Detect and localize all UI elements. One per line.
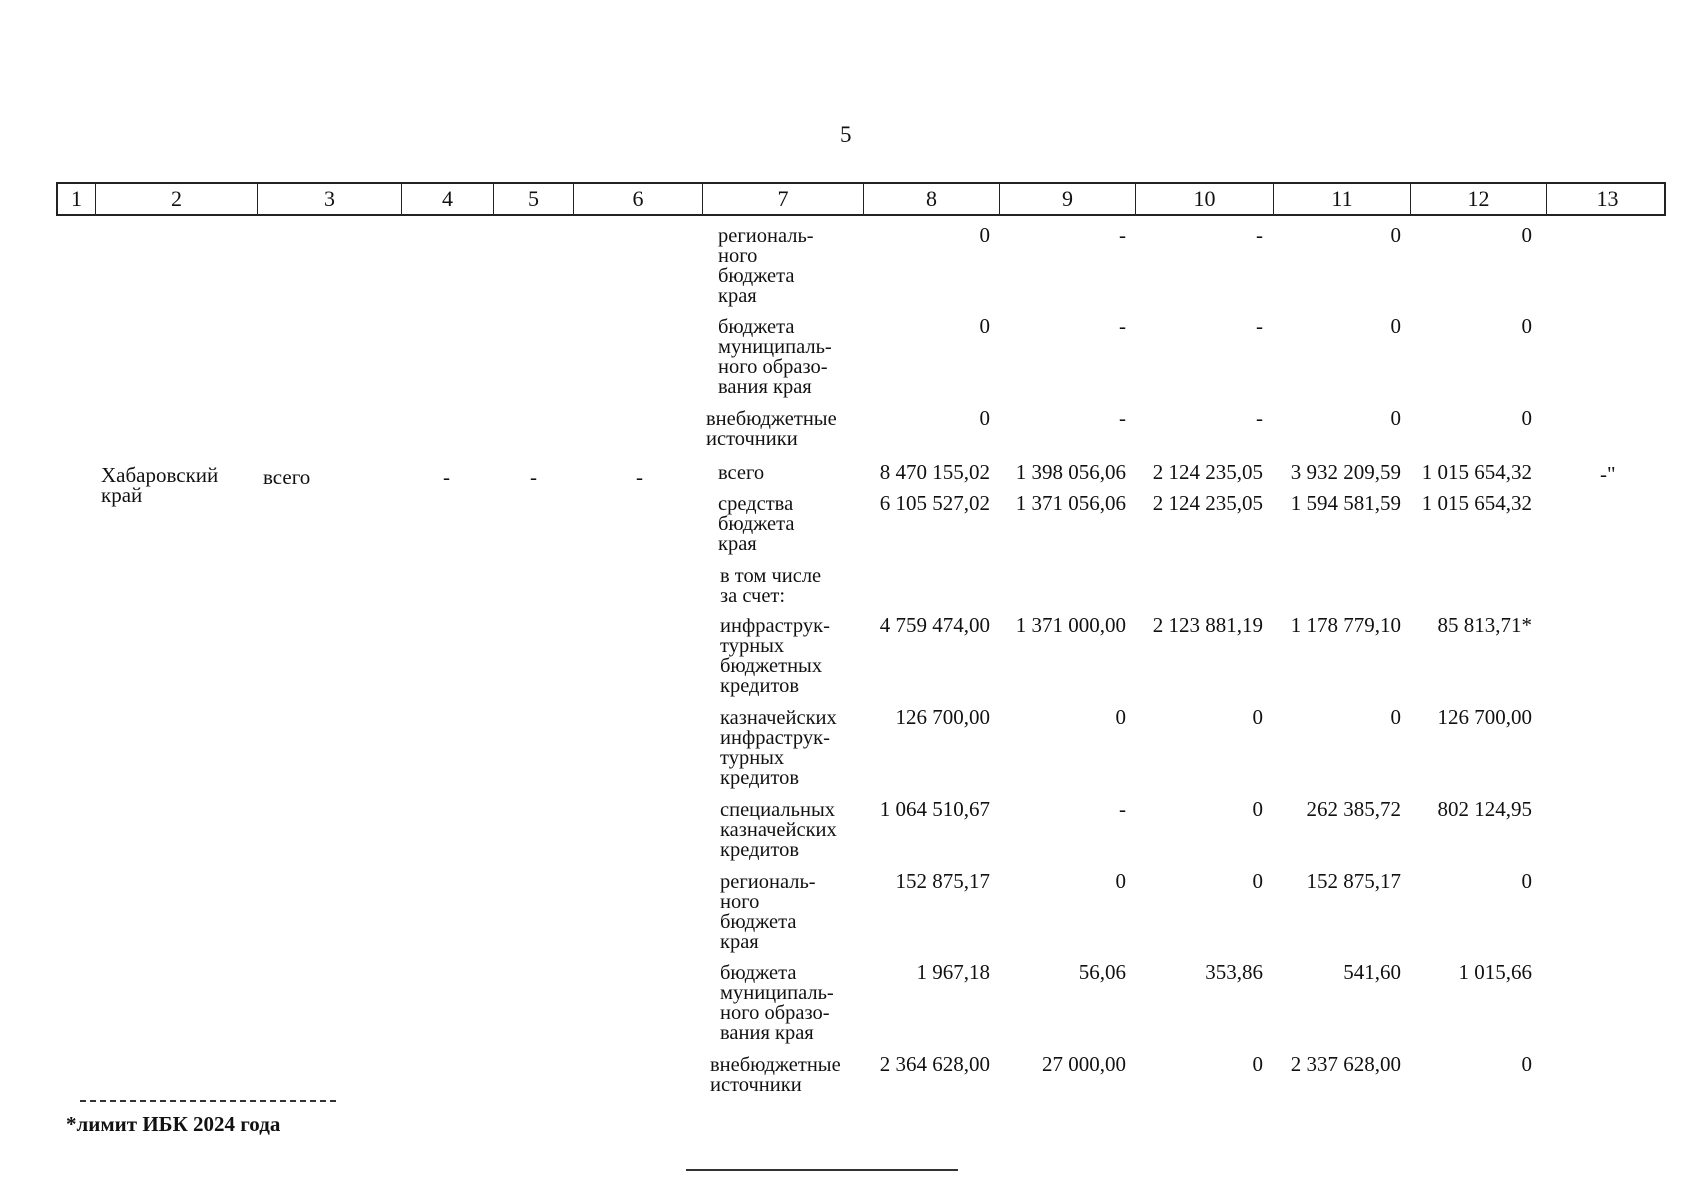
- value-cell-col-11: 152 875,17: [1306, 869, 1401, 893]
- value-cell-col-10: 2 124 235,05: [1152, 460, 1263, 484]
- value-cell-col-9: 0: [1115, 869, 1126, 893]
- region-col4: -: [443, 465, 450, 489]
- value-cell-col-10: 353,86: [1205, 960, 1263, 984]
- value-cell-col-12: 1 015,66: [1458, 960, 1532, 984]
- table-header-row: [56, 182, 1666, 216]
- value-cell-col-10: -: [1256, 406, 1263, 430]
- value-cell-col-12: 1 015 654,32: [1421, 460, 1532, 484]
- value-cell-col-8: 1 064 510,67: [879, 797, 990, 821]
- row-label: инфраструк- турных бюджетных кредитов: [720, 615, 830, 697]
- value-cell-col-11: 2 337 628,00: [1290, 1052, 1401, 1076]
- row-label: внебюджетные источники: [710, 1054, 841, 1096]
- value-cell-col-11: 541,60: [1343, 960, 1401, 984]
- header-cell-7: 7: [703, 184, 864, 214]
- value-cell-col-11: 262 385,72: [1306, 797, 1401, 821]
- value-cell-col-11: 0: [1390, 314, 1401, 338]
- value-cell-col-11: 1 178 779,10: [1290, 613, 1401, 637]
- row-label: бюджета муниципаль- ного образо- вания края: [720, 962, 834, 1044]
- row-label: внебюджетные источники: [706, 408, 837, 450]
- value-cell-col-9: 56,06: [1078, 960, 1126, 984]
- header-cell-13: 13: [1596, 186, 1619, 211]
- value-cell-col-8: 0: [979, 223, 990, 247]
- value-cell-col-9: -: [1119, 314, 1126, 338]
- region-name: Хабаровский край: [101, 463, 219, 507]
- row-label: средства бюджета края: [718, 493, 795, 555]
- value-cell-col-10: 0: [1252, 705, 1263, 729]
- value-cell-col-11: 3 932 209,59: [1290, 460, 1401, 484]
- row-label: всего: [718, 462, 765, 484]
- value-cell-col-9: 1 398 056,06: [1015, 460, 1126, 484]
- region-col5: -: [530, 465, 537, 489]
- value-cell-col-12: 0: [1521, 1052, 1532, 1076]
- value-cell-col-10: -: [1256, 314, 1263, 338]
- value-cell-col-9: 1 371 056,06: [1015, 491, 1126, 515]
- header-cell-1: 1: [58, 184, 96, 214]
- value-cell-col-12: 85 813,71*: [1437, 613, 1532, 637]
- footnote-separator: [80, 1100, 336, 1102]
- page-number: 5: [840, 122, 852, 147]
- row-label: бюджета муниципаль- ного образо- вания края: [718, 316, 832, 398]
- value-cell-col-9: 1 371 000,00: [1015, 613, 1126, 637]
- value-cell-col-12: 802 124,95: [1437, 797, 1532, 821]
- value-cell-col-9: -: [1119, 406, 1126, 430]
- row-label: региональ- ного бюджета края: [720, 871, 816, 953]
- region-col3: всего: [263, 465, 311, 489]
- value-cell-col-10: 0: [1252, 1052, 1263, 1076]
- header-cell-5: 5: [494, 184, 574, 214]
- value-cell-col-10: 2 123 881,19: [1152, 613, 1263, 637]
- value-cell-col-12: 0: [1521, 314, 1532, 338]
- value-cell-col-11: 0: [1390, 705, 1401, 729]
- value-cell-col-12: 0: [1521, 223, 1532, 247]
- value-cell-col-12: 1 015 654,32: [1421, 491, 1532, 515]
- value-cell-col-8: 2 364 628,00: [879, 1052, 990, 1076]
- value-cell-col-8: 4 759 474,00: [879, 613, 990, 637]
- row-label: казначейских инфраструк- турных кредитов: [720, 707, 837, 789]
- value-cell-col-8: 6 105 527,02: [879, 491, 990, 515]
- header-cell-6: 6: [574, 184, 703, 214]
- header-cell-8: 8: [864, 184, 1000, 214]
- value-cell-col-8: 0: [979, 406, 990, 430]
- header-cell-12: 12: [1411, 184, 1547, 214]
- value-cell-col-9: 0: [1115, 705, 1126, 729]
- header-cell-9: 9: [1000, 184, 1136, 214]
- value-cell-col-12: 126 700,00: [1437, 705, 1532, 729]
- header-cell-2: 2: [96, 184, 258, 214]
- value-cell-col-8: 126 700,00: [895, 705, 990, 729]
- value-cell-col-8: 0: [979, 314, 990, 338]
- footnote: *лимит ИБК 2024 года: [66, 1112, 281, 1136]
- bottom-rule: [686, 1169, 958, 1171]
- row-label: региональ- ного бюджета края: [718, 225, 814, 307]
- value-cell-col-12: 0: [1521, 406, 1532, 430]
- value-cell-col-9: -: [1119, 223, 1126, 247]
- value-cell-col-8: 8 470 155,02: [879, 460, 990, 484]
- value-cell-col-8: 152 875,17: [895, 869, 990, 893]
- value-cell-col-10: -: [1256, 223, 1263, 247]
- header-cell-4: 4: [402, 184, 494, 214]
- value-cell-col-11: 0: [1390, 223, 1401, 247]
- header-cell-11: 11: [1274, 184, 1411, 214]
- region-col13: -": [1600, 462, 1616, 486]
- row-label: специальных казначейских кредитов: [720, 799, 837, 861]
- value-cell-col-10: 0: [1252, 869, 1263, 893]
- value-cell-col-11: 0: [1390, 406, 1401, 430]
- row-label: в том числе за счет:: [720, 565, 822, 607]
- header-cell-3: 3: [258, 184, 402, 214]
- value-cell-col-9: 27 000,00: [1042, 1052, 1126, 1076]
- value-cell-col-8: 1 967,18: [916, 960, 990, 984]
- value-cell-col-11: 1 594 581,59: [1290, 491, 1401, 515]
- value-cell-col-9: -: [1119, 797, 1126, 821]
- value-cell-col-10: 0: [1252, 797, 1263, 821]
- header-cell-10: 10: [1136, 184, 1274, 214]
- value-cell-col-10: 2 124 235,05: [1152, 491, 1263, 515]
- region-col6: -: [636, 465, 643, 489]
- value-cell-col-12: 0: [1521, 869, 1532, 893]
